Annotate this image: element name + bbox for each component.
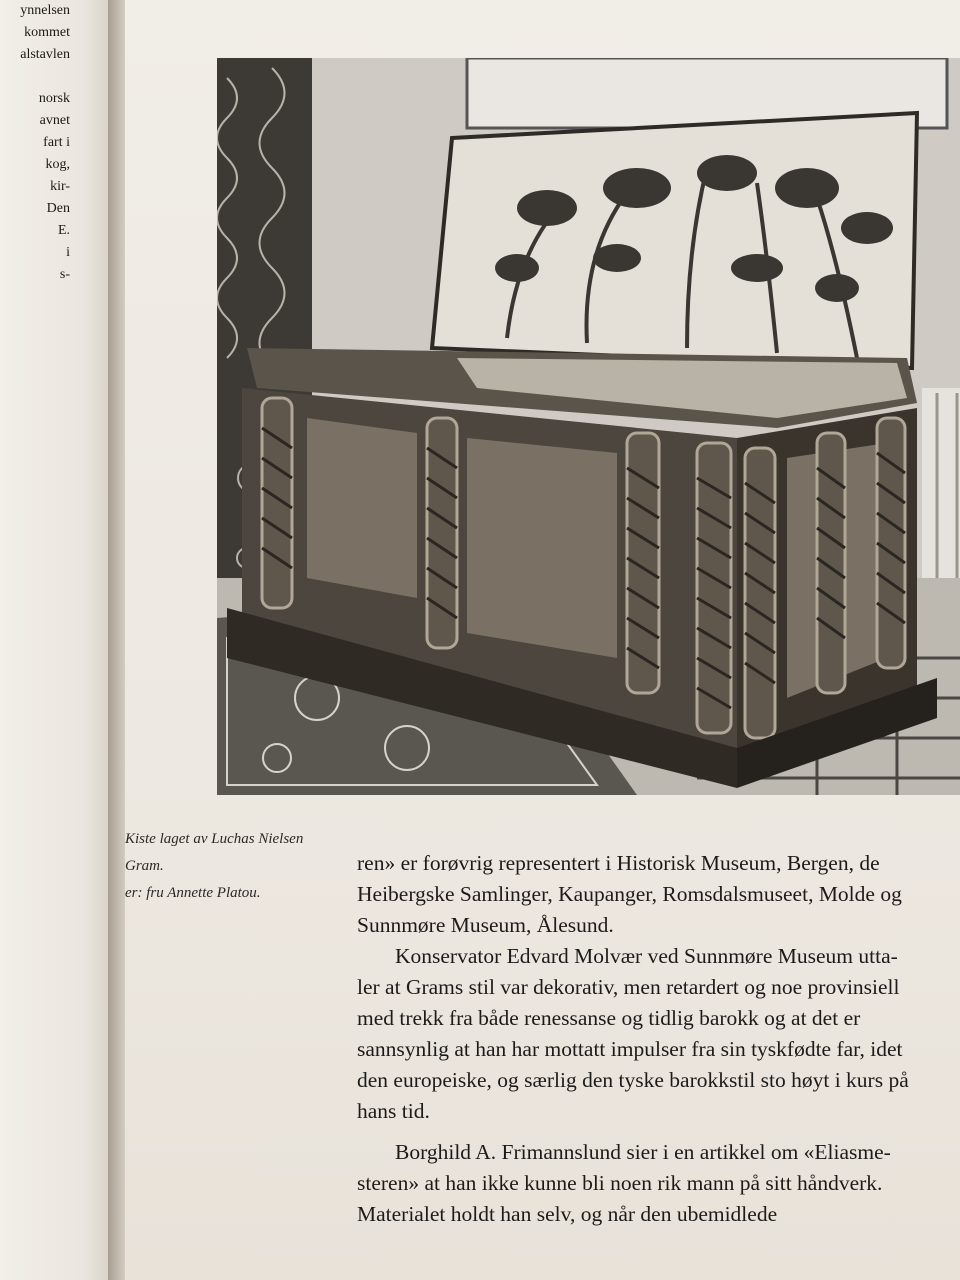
- left-fragment: s-: [59, 267, 70, 282]
- body-text: [357, 848, 960, 1230]
- left-fragment: avnet: [39, 113, 70, 128]
- body-line: steren» at han ikke kunne bli noen rik mann på sitt håndverk.: [357, 1171, 883, 1195]
- chest-illustration: [217, 58, 960, 795]
- chest-photograph: [217, 58, 960, 795]
- body-line: sannsynlig at han har mottatt impulser fra sin tyskfødte far, idet: [357, 1037, 903, 1061]
- left-page: [0, 0, 118, 1280]
- left-fragment: ynnelsen: [20, 3, 70, 18]
- photo-caption: [125, 826, 370, 907]
- left-fragment: Den: [46, 201, 70, 216]
- left-fragment: E.: [57, 223, 70, 238]
- left-fragment: kir-: [50, 179, 70, 194]
- body-line: Borghild A. Frimannslund sier i en artikkel om «Eliasme-: [395, 1140, 891, 1164]
- left-fragment: kommet: [24, 25, 70, 40]
- caption-line: er: fru Annette Platou.: [125, 885, 261, 901]
- body-line: med trekk fra både renessanse og tidlig barokk og at det er: [357, 1006, 861, 1030]
- body-line: Sunnmøre Museum, Ålesund.: [357, 913, 614, 937]
- right-page: [125, 0, 960, 1280]
- body-line: hans tid.: [357, 1099, 430, 1123]
- body-line: den europeiske, og særlig den tyske barokkstil sto høyt i kurs på: [357, 1068, 909, 1092]
- left-fragment: kog,: [45, 157, 70, 172]
- body-line: Heibergske Samlinger, Kaupanger, Romsdalsmuseet, Molde og: [357, 882, 902, 906]
- body-line: Konservator Edvard Molvær ved Sunnmøre Museum utta-: [395, 944, 898, 968]
- left-fragment: norsk: [38, 91, 70, 106]
- left-spacer: [0, 66, 70, 88]
- body-line: Materialet holdt han selv, og når den ubemidlede: [357, 1202, 778, 1226]
- left-page-text: [0, 0, 70, 286]
- left-fragment: i: [66, 245, 70, 260]
- caption-line: Kiste laget av Luchas Nielsen: [125, 831, 304, 847]
- body-line: ler at Grams stil var dekorativ, men retardert og noe provinsiell: [357, 975, 900, 999]
- body-line: ren» er forøvrig representert i Historisk Museum, Bergen, de: [357, 851, 880, 875]
- left-fragment: fart i: [43, 135, 70, 150]
- caption-line: Gram.: [125, 858, 164, 874]
- left-fragment: alstavlen: [20, 47, 70, 62]
